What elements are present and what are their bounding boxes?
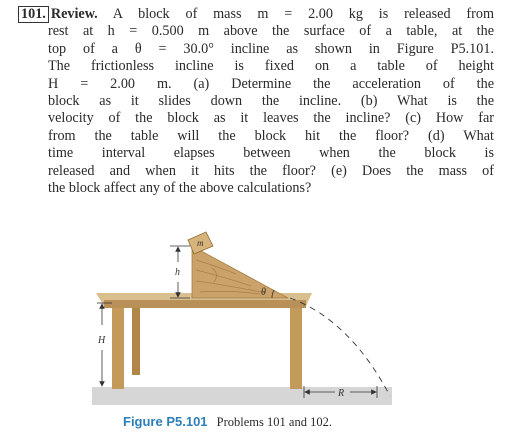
problem-line: H = 2.00 m. (a) Determine the acceleration of the [48,75,494,92]
table-leg-back-left [132,305,140,375]
label-h: h [175,267,180,278]
figure-caption-label: Figure P5.101 [123,414,208,429]
table-leg-right [290,305,302,389]
table-leg-left [112,305,124,389]
problem-line: block as it slides down the incline. (b) What is the [48,93,494,110]
problem-line: top of a θ = 30.0° incline as shown in Figure P5.101. [48,40,494,57]
floor-shadow [92,387,392,405]
label-H: H [98,335,106,346]
figure-caption [123,414,332,430]
problem-line: the block affect any of the above calculations? [48,180,312,197]
problem-text: A block of mass m = 2.00 kg is released from [112,6,495,22]
label-R: R [338,388,345,399]
label-theta: θ [261,287,266,298]
problem-line: The frictionless incline is fixed on a table of height [48,58,494,75]
figure-caption-text: Problems 101 and 102. [216,415,332,429]
label-m: m [197,238,204,248]
trajectory-path [290,298,390,396]
problem-line: velocity of the block as it leaves the incline? (c) How far [48,110,494,127]
problem-line: from the table will the block hit the floor? (d) What [48,127,494,144]
problem-line: released and when it hits the floor? (e) Does the mass of [48,162,494,179]
problem-title: Review. [50,6,98,22]
problem-number: 101. [18,6,49,23]
table-edge [104,300,306,308]
problem-line: time interval elapses between when the block is [48,145,494,162]
problem-line: rest at h = 0.500 m above the surface of a table, at the [48,23,494,40]
